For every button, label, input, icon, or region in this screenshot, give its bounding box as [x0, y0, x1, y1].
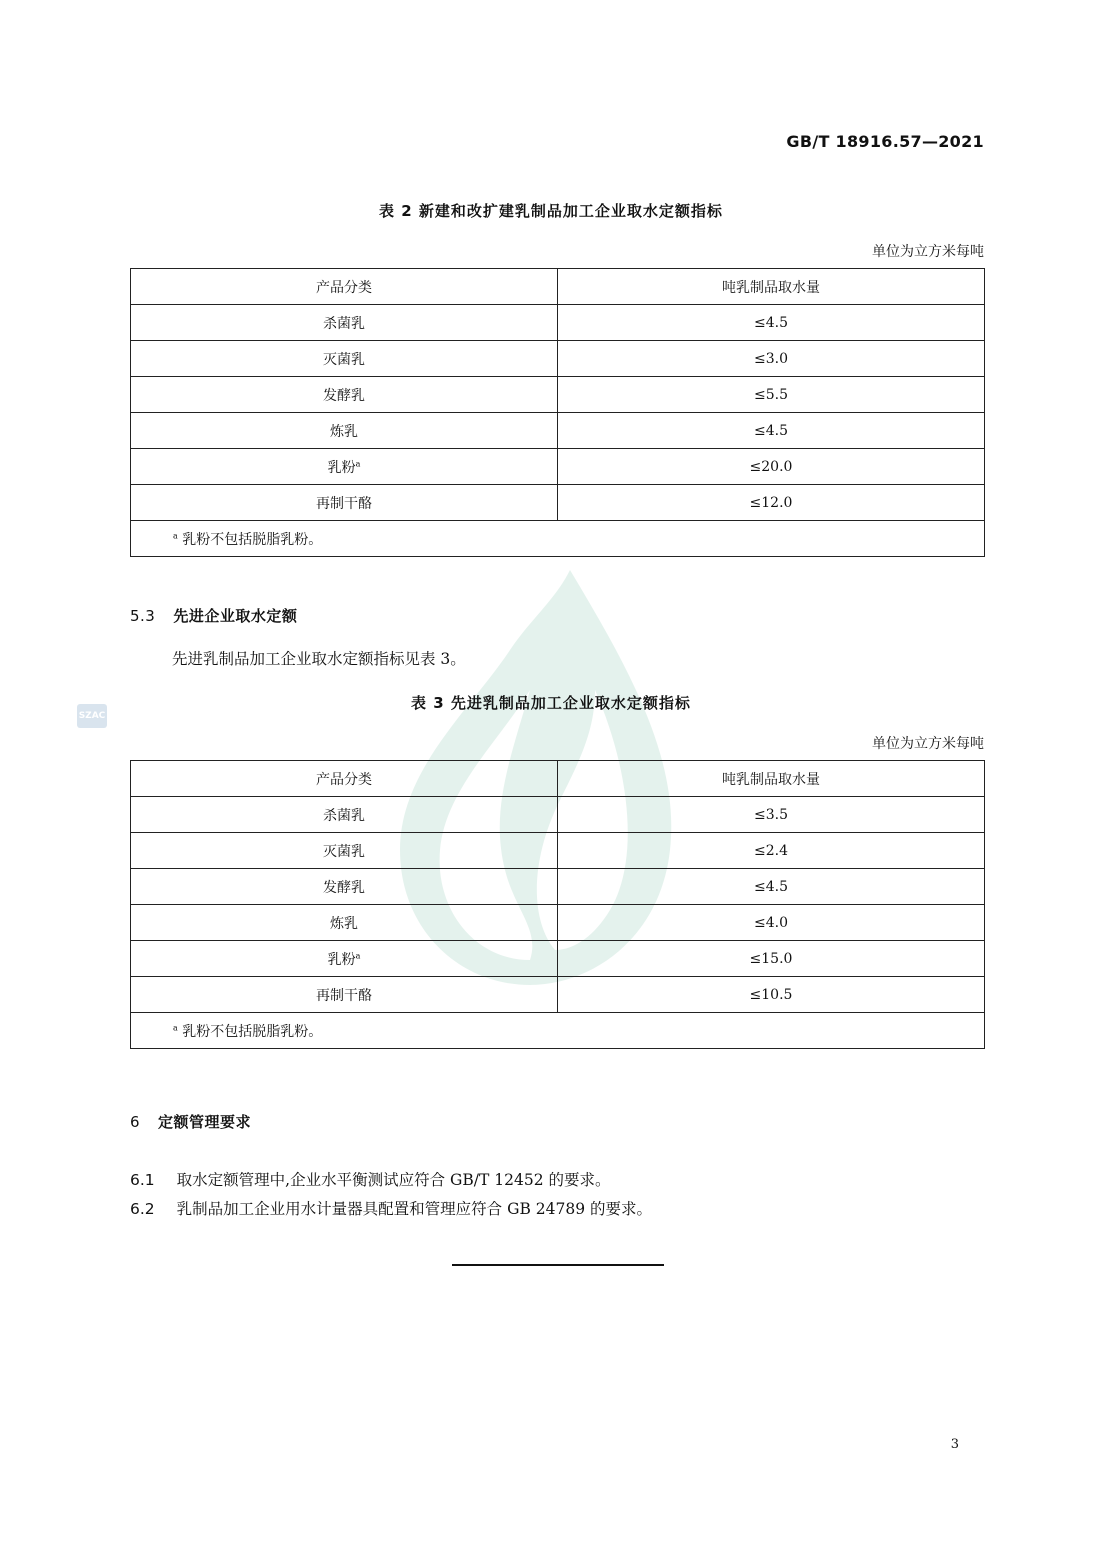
- product-cell: 发酵乳: [131, 377, 558, 413]
- table-row: [131, 797, 985, 833]
- table-row: [131, 305, 985, 341]
- clause-number: 6.1: [130, 1171, 155, 1189]
- section-5-3-heading: [130, 605, 297, 626]
- table2-unit: 单位为立方米每吨: [872, 244, 984, 260]
- product-cell: 发酵乳: [131, 869, 558, 905]
- section-5-3-body: 先进乳制品加工企业取水定额指标见表 3。: [172, 650, 466, 668]
- value-cell: ≤12.0: [558, 485, 985, 521]
- table2-title: 表 2 新建和改扩建乳制品加工企业取水定额指标: [379, 202, 723, 220]
- value-cell: ≤2.4: [558, 833, 985, 869]
- footnote-mark: a: [173, 1022, 178, 1032]
- standard-code: GB/T 18916.57—2021: [786, 132, 984, 151]
- product-cell: 杀菌乳: [131, 305, 558, 341]
- value-cell: ≤4.5: [558, 869, 985, 905]
- table-header-row: [131, 761, 985, 797]
- product-cell: 再制干酪: [131, 977, 558, 1013]
- product-name: 乳粉: [327, 459, 356, 476]
- section-title: 先进企业取水定额: [173, 607, 298, 625]
- section-title: 定额管理要求: [158, 1113, 252, 1131]
- header-product-category: 产品分类: [131, 269, 558, 305]
- value-cell: ≤20.0: [558, 449, 985, 485]
- table-note: [131, 521, 985, 557]
- value-cell: ≤3.0: [558, 341, 985, 377]
- table-row: [131, 341, 985, 377]
- table-row: [131, 413, 985, 449]
- product-cell: 再制干酪: [131, 485, 558, 521]
- footnote-mark: a: [173, 530, 178, 540]
- note-text: 乳粉不包括脱脂乳粉。: [182, 1023, 323, 1040]
- side-logo-badge: SZAC: [77, 704, 107, 728]
- table3: [130, 760, 985, 1049]
- table-row: [131, 449, 985, 485]
- section-number: 6: [130, 1113, 141, 1131]
- table3-unit: 单位为立方米每吨: [872, 736, 984, 752]
- value-cell: ≤4.5: [558, 305, 985, 341]
- end-of-document-rule: [452, 1264, 664, 1266]
- footnote-mark: a: [355, 950, 361, 960]
- product-cell: 杀菌乳: [131, 797, 558, 833]
- table-row: [131, 869, 985, 905]
- value-cell: ≤3.5: [558, 797, 985, 833]
- value-cell: ≤15.0: [558, 941, 985, 977]
- table-row: [131, 905, 985, 941]
- product-cell: 灭菌乳: [131, 833, 558, 869]
- section-number: 5.3: [130, 607, 156, 625]
- header-water-intake: 吨乳制品取水量: [558, 761, 985, 797]
- table-header-row: [131, 269, 985, 305]
- page-number: 3: [950, 1437, 959, 1452]
- table3-title: 表 3 先进乳制品加工企业取水定额指标: [411, 694, 691, 712]
- header-water-intake: 吨乳制品取水量: [558, 269, 985, 305]
- value-cell: ≤10.5: [558, 977, 985, 1013]
- header-product-category: 产品分类: [131, 761, 558, 797]
- table-row: [131, 833, 985, 869]
- product-cell: 炼乳: [131, 905, 558, 941]
- product-cell: [131, 449, 558, 485]
- table-note-row: [131, 1013, 985, 1049]
- clause-6-2: [130, 1197, 652, 1219]
- table-row: [131, 941, 985, 977]
- section-6-heading: [130, 1111, 251, 1132]
- clause-6-1: [130, 1168, 611, 1190]
- note-text: 乳粉不包括脱脂乳粉。: [182, 531, 323, 548]
- table-note: [131, 1013, 985, 1049]
- value-cell: ≤4.5: [558, 413, 985, 449]
- value-cell: ≤5.5: [558, 377, 985, 413]
- product-cell: 炼乳: [131, 413, 558, 449]
- footnote-mark: a: [355, 458, 361, 468]
- table-row: [131, 977, 985, 1013]
- clause-text: 乳制品加工企业用水计量器具配置和管理应符合 GB 24789 的要求。: [176, 1200, 653, 1218]
- table-row: [131, 377, 985, 413]
- clause-text: 取水定额管理中,企业水平衡测试应符合 GB/T 12452 的要求。: [176, 1171, 611, 1189]
- clause-number: 6.2: [130, 1200, 155, 1218]
- table-note-row: [131, 521, 985, 557]
- product-cell: [131, 941, 558, 977]
- product-name: 乳粉: [327, 951, 356, 968]
- table2: [130, 268, 985, 557]
- value-cell: ≤4.0: [558, 905, 985, 941]
- product-cell: 灭菌乳: [131, 341, 558, 377]
- table-row: [131, 485, 985, 521]
